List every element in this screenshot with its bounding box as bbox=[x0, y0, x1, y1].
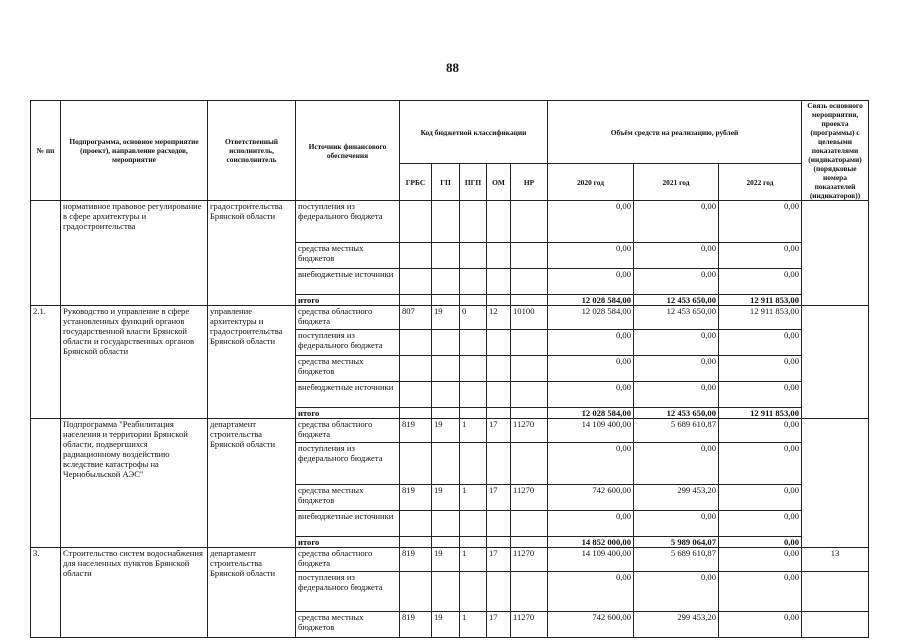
value-2020: 0,00 bbox=[548, 443, 634, 485]
activity-title: Строительство систем водоснабжения для населенных пунктов Брянской области bbox=[61, 548, 208, 638]
value-2020: 12 028 584,00 bbox=[548, 306, 634, 330]
code-grbs: 819 bbox=[400, 485, 432, 511]
code-om: 17 bbox=[487, 612, 511, 638]
value-2021: 0,00 bbox=[634, 269, 719, 295]
value-2021: 0,00 bbox=[634, 382, 719, 408]
header-source: Источник финансового обеспечения bbox=[296, 101, 400, 201]
value-2021: 299 453,20 bbox=[634, 612, 719, 638]
code-om: 17 bbox=[487, 419, 511, 443]
header-nr: НР bbox=[511, 164, 548, 201]
header-subprogram: Подпрограмма, основное мероприятие (проект), направление расходов, мероприятие bbox=[61, 101, 208, 201]
code-gp: 19 bbox=[432, 548, 460, 572]
code-nr: 11270 bbox=[511, 485, 548, 511]
value-2022: 0,00 bbox=[719, 201, 802, 243]
source-label: поступления из федерального бюджета bbox=[296, 443, 400, 485]
value-2022: 0,00 bbox=[719, 511, 802, 537]
total-label: итого bbox=[296, 537, 400, 548]
table-row bbox=[31, 419, 869, 443]
value-2021: 299 453,20 bbox=[634, 485, 719, 511]
value-2020: 14 109 400,00 bbox=[548, 548, 634, 572]
value-2020: 0,00 bbox=[548, 201, 634, 243]
value-2021: 0,00 bbox=[634, 511, 719, 537]
value-2021: 12 453 650,00 bbox=[634, 306, 719, 330]
executor: департамент строительства Брянской области bbox=[208, 419, 296, 548]
code-grbs: 819 bbox=[400, 419, 432, 443]
header-om: ОМ bbox=[487, 164, 511, 201]
code-pgp: 1 bbox=[460, 485, 487, 511]
value-2021: 0,00 bbox=[634, 443, 719, 485]
code-gp: 19 bbox=[432, 485, 460, 511]
value-2022: 0,00 bbox=[719, 382, 802, 408]
code-om: 17 bbox=[487, 548, 511, 572]
source-label: поступления из федерального бюджета bbox=[296, 330, 400, 356]
value-2022: 0,00 bbox=[719, 419, 802, 443]
total-label: итого bbox=[296, 408, 400, 419]
value-2020: 742 600,00 bbox=[548, 612, 634, 638]
code-pgp: 0 bbox=[460, 306, 487, 330]
source-label: средства местных бюджетов bbox=[296, 612, 400, 638]
value-2021: 0,00 bbox=[634, 356, 719, 382]
header-2021: 2021 год bbox=[634, 164, 719, 201]
activity-title: нормативное правовое регулирование в сфере архитектуры и градостроительства bbox=[61, 201, 208, 306]
value-2021: 0,00 bbox=[634, 330, 719, 356]
source-label: внебюджетные источники bbox=[296, 269, 400, 295]
code-om: 12 bbox=[487, 306, 511, 330]
value-2021: 5 689 610,87 bbox=[634, 419, 719, 443]
code-pgp: 1 bbox=[460, 612, 487, 638]
code-grbs: 819 bbox=[400, 612, 432, 638]
header-gp: ГП bbox=[432, 164, 460, 201]
row-number bbox=[31, 419, 61, 548]
total-2021: 12 453 650,00 bbox=[634, 408, 719, 419]
executor: управление архитектуры и градостроительства Брянской области bbox=[208, 306, 296, 419]
header-2020: 2020 год bbox=[548, 164, 634, 201]
code-pgp: 1 bbox=[460, 548, 487, 572]
source-label: средства местных бюджетов bbox=[296, 485, 400, 511]
header-budget-code: Код бюджетной классификации bbox=[400, 101, 548, 164]
table-row bbox=[31, 201, 869, 243]
executor: градостроительства Брянской области bbox=[208, 201, 296, 306]
code-grbs: 807 bbox=[400, 306, 432, 330]
total-2020: 12 028 584,00 bbox=[548, 408, 634, 419]
code-nr: 11270 bbox=[511, 548, 548, 572]
code-nr: 10100 bbox=[511, 306, 548, 330]
value-2022: 0,00 bbox=[719, 612, 802, 638]
activity-title: Подпрограмма "Реабилитация населения и территории Брянской области, подвергшихся радиационному воздействию вследствие катастрофы на Чернобыльской АЭС" bbox=[61, 419, 208, 548]
total-2020: 14 852 000,00 bbox=[548, 537, 634, 548]
header-num: № пп bbox=[31, 101, 61, 201]
value-2020: 0,00 bbox=[548, 382, 634, 408]
source-label: поступления из федерального бюджета bbox=[296, 572, 400, 612]
value-2022: 0,00 bbox=[719, 485, 802, 511]
code-gp: 19 bbox=[432, 419, 460, 443]
value-2022: 0,00 bbox=[719, 269, 802, 295]
total-2020: 12 028 584,00 bbox=[548, 295, 634, 306]
total-label: итого bbox=[296, 295, 400, 306]
header-row-1 bbox=[31, 101, 869, 164]
value-2020: 0,00 bbox=[548, 330, 634, 356]
value-2022: 0,00 bbox=[719, 548, 802, 572]
value-2020: 0,00 bbox=[548, 511, 634, 537]
total-2022: 12 911 853,00 bbox=[719, 408, 802, 419]
value-2021: 5 689 610,87 bbox=[634, 548, 719, 572]
code-grbs: 819 bbox=[400, 548, 432, 572]
source-label: средства областного бюджета bbox=[296, 419, 400, 443]
row-number bbox=[31, 201, 61, 306]
source-label: средства областного бюджета bbox=[296, 306, 400, 330]
indicator-link: 13 bbox=[802, 548, 869, 572]
header-pgp: ПГП bbox=[460, 164, 487, 201]
source-label: внебюджетные источники bbox=[296, 511, 400, 537]
total-2021: 12 453 650,00 bbox=[634, 295, 719, 306]
source-label: средства областного бюджета bbox=[296, 548, 400, 572]
value-2020: 14 109 400,00 bbox=[548, 419, 634, 443]
header-grbs: ГРБС bbox=[400, 164, 432, 201]
header-executor: Ответственный исполнитель, соисполнитель bbox=[208, 101, 296, 201]
code-gp: 19 bbox=[432, 306, 460, 330]
total-2022: 12 911 853,00 bbox=[719, 295, 802, 306]
header-link: Связь основного мероприятия, проекта (программы) с целевыми показателями (индикаторами) (порядковые номера показателей (индикаторов)) bbox=[802, 101, 869, 201]
source-label: средства местных бюджетов bbox=[296, 243, 400, 269]
total-2022: 0,00 bbox=[719, 537, 802, 548]
value-2020: 0,00 bbox=[548, 269, 634, 295]
value-2020: 0,00 bbox=[548, 243, 634, 269]
page-number: 88 bbox=[446, 60, 459, 75]
activity-title: Руководство и управление в сфере установленных функций органов государственной власти Брянской области и государственных органов Брянской области bbox=[61, 306, 208, 419]
value-2020: 0,00 bbox=[548, 572, 634, 612]
value-2022: 0,00 bbox=[719, 243, 802, 269]
code-nr: 11270 bbox=[511, 612, 548, 638]
value-2020: 742 600,00 bbox=[548, 485, 634, 511]
value-2021: 0,00 bbox=[634, 572, 719, 612]
financing-table bbox=[30, 100, 869, 638]
code-om: 17 bbox=[487, 485, 511, 511]
code-pgp: 1 bbox=[460, 419, 487, 443]
code-nr: 11270 bbox=[511, 419, 548, 443]
value-2022: 0,00 bbox=[719, 572, 802, 612]
table-row bbox=[31, 548, 869, 572]
source-label: средства местных бюджетов bbox=[296, 356, 400, 382]
value-2022: 0,00 bbox=[719, 356, 802, 382]
table-row bbox=[31, 306, 869, 330]
value-2022: 12 911 853,00 bbox=[719, 306, 802, 330]
executor: департамент строительства Брянской области bbox=[208, 548, 296, 638]
value-2020: 0,00 bbox=[548, 356, 634, 382]
header-volume: Объём средств на реализацию, рублей bbox=[548, 101, 802, 164]
value-2022: 0,00 bbox=[719, 443, 802, 485]
value-2021: 0,00 bbox=[634, 201, 719, 243]
value-2021: 0,00 bbox=[634, 243, 719, 269]
row-number: 2.1. bbox=[31, 306, 61, 419]
total-2021: 5 989 064,07 bbox=[634, 537, 719, 548]
source-label: поступления из федерального бюджета bbox=[296, 201, 400, 243]
code-gp: 19 bbox=[432, 612, 460, 638]
source-label: внебюджетные источники bbox=[296, 382, 400, 408]
value-2022: 0,00 bbox=[719, 330, 802, 356]
header-2022: 2022 год bbox=[719, 164, 802, 201]
row-number: 3. bbox=[31, 548, 61, 638]
